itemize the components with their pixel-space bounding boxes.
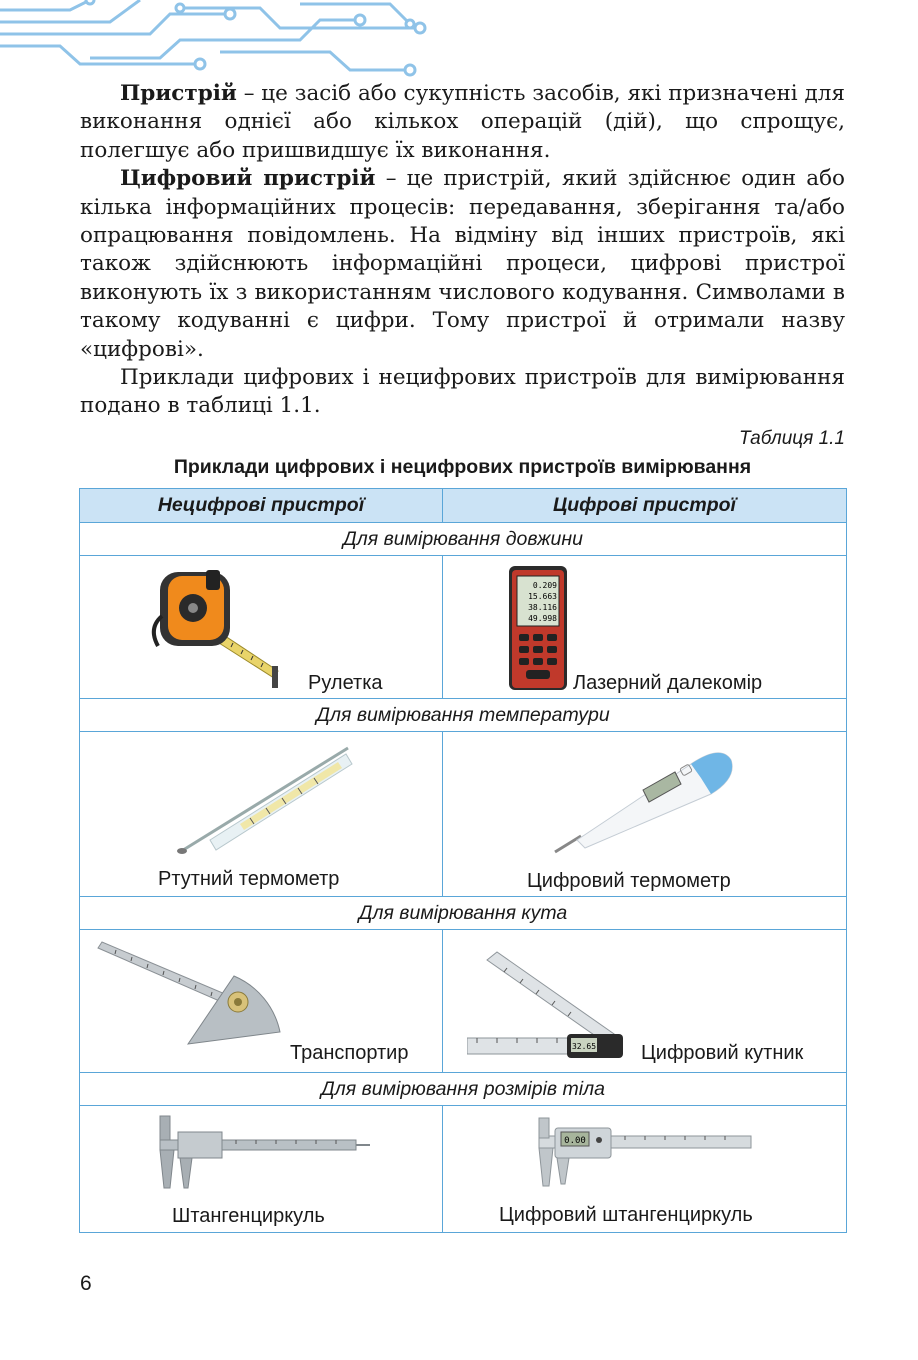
vernier-caliper-icon — [156, 1114, 376, 1192]
term-digital-device: Цифровий пристрій — [120, 166, 376, 192]
section-length: Для вимірювання довжини — [80, 523, 847, 556]
paragraph-digital-device: Цифровий пристрій – це пристрій, який здійснює один або кілька інформаційних процесів: передавання, зберігання та/або опрацювання повідомлень. На відміну від інших пристроїв, які також здійснюють інформаційні процеси, цифрові пристрої виконують їх з використанням числового кодування. Символами в такому кодуванні є цифри. Тому пристрої й отримали назву «цифрові». — [80, 166, 845, 362]
caliper-display: 0.00 — [564, 1136, 586, 1146]
label-digital-caliper: Цифровий штангенциркуль — [499, 1204, 753, 1226]
laser-rangefinder-icon — [507, 564, 569, 692]
digital-caliper-icon — [535, 1116, 757, 1188]
devices-table — [79, 488, 847, 1233]
section-temperature: Для вимірювання температури — [80, 699, 847, 732]
digital-angle-finder-icon — [467, 944, 627, 1062]
label-digital-angle-finder: Цифровий кутник — [641, 1042, 804, 1064]
tape-measure-icon — [138, 566, 288, 691]
cell-vernier-caliper — [80, 1106, 443, 1233]
mercury-thermometer-icon — [170, 740, 360, 860]
cell-digital-thermometer — [443, 732, 847, 897]
label-tape-measure: Рулетка — [308, 672, 383, 694]
rangefinder-display-4: 49.998 — [528, 614, 557, 623]
rangefinder-display-1: 0.209 — [532, 581, 557, 590]
cell-mercury-thermometer — [80, 732, 443, 897]
angle-display: 32.65 — [571, 1042, 597, 1051]
label-vernier-caliper: Штангенциркуль — [172, 1205, 325, 1227]
label-laser-rangefinder: Лазерний далекомір — [573, 672, 763, 694]
cell-protractor — [80, 930, 443, 1073]
section-angle: Для вимірювання кута — [80, 897, 847, 930]
section-body-size: Для вимірювання розмірів тіла — [80, 1073, 847, 1106]
label-digital-thermometer: Цифровий термометр — [527, 870, 731, 892]
circuit-decoration — [0, 0, 430, 80]
term-device: Пристрій — [120, 81, 237, 106]
digital-thermometer-icon — [551, 738, 737, 856]
page-number: 6 — [80, 1272, 92, 1295]
header-digital: Цифрові пристрої — [443, 489, 847, 523]
table-caption: Таблиця 1.1 — [738, 428, 845, 449]
rangefinder-display-2: 15.663 — [528, 592, 557, 601]
rangefinder-display-3: 38.116 — [528, 603, 557, 612]
paragraph-examples: Приклади цифрових і нецифрових пристроїв для вимірювання подано в таблиці 1.1. — [80, 365, 845, 419]
cell-tape-measure — [80, 556, 443, 699]
body-text — [80, 80, 845, 421]
header-non-digital: Нецифрові пристрої — [80, 489, 443, 523]
cell-digital-caliper — [443, 1106, 847, 1233]
label-mercury-thermometer: Ртутний термометр — [158, 868, 340, 890]
cell-laser-rangefinder — [443, 556, 847, 699]
protractor-icon — [96, 940, 286, 1058]
cell-digital-angle-finder — [443, 930, 847, 1073]
table-title: Приклади цифрових і нецифрових пристроїв вимірювання — [173, 456, 752, 478]
label-protractor: Транспортир — [290, 1042, 409, 1064]
paragraph-device: Пристрій – це засіб або сукупність засобів, які призначені для виконання однієї або кількох операцій (дій), що спрощує, полегшує або пришвидшує їх виконання. — [80, 81, 845, 163]
